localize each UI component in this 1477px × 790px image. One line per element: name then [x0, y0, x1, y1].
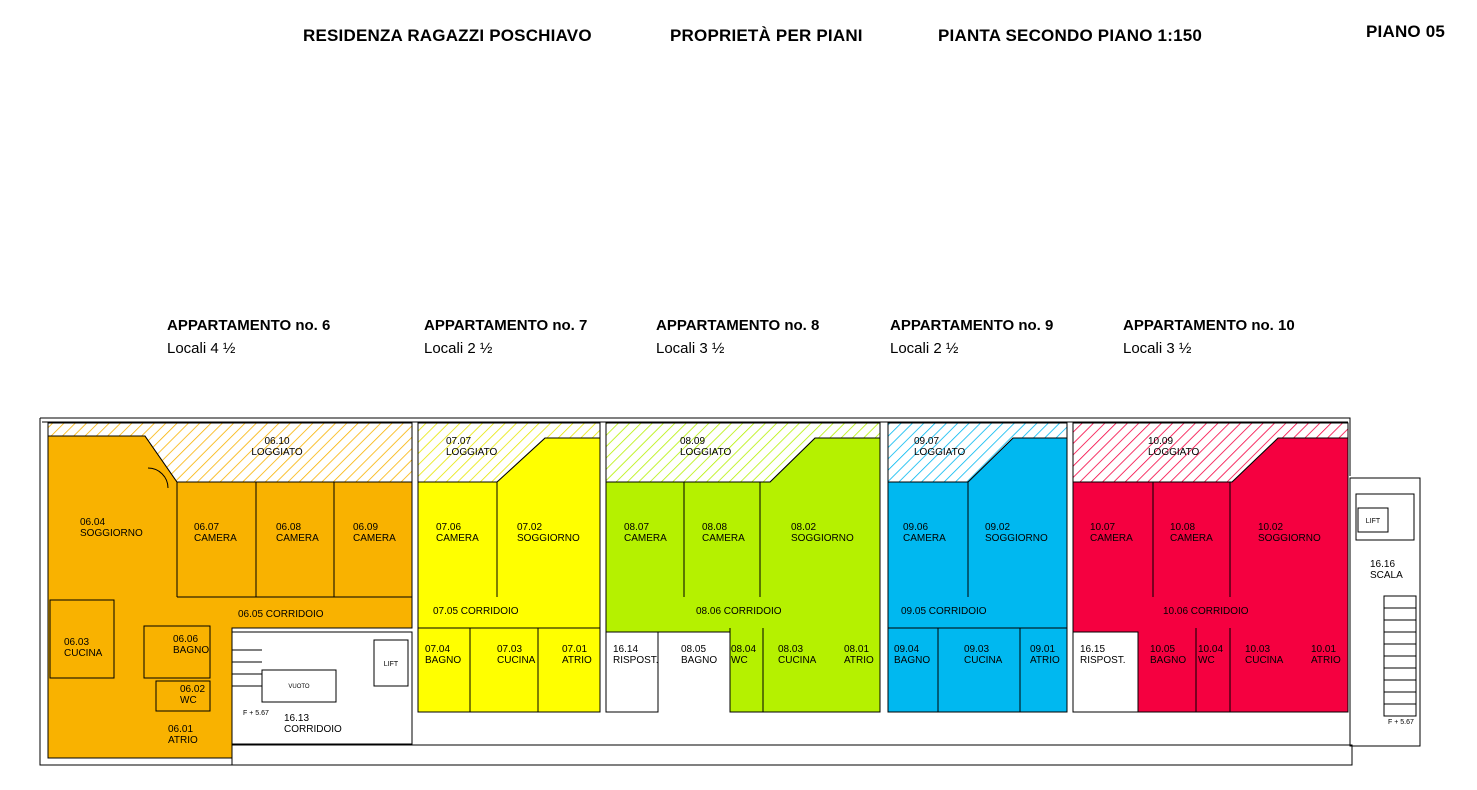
- room-label-line: CAMERA: [276, 533, 319, 544]
- room-label-06-05: [238, 609, 324, 620]
- room-label-line: 09.04: [894, 644, 920, 655]
- stair-core: [1356, 494, 1416, 716]
- room-label-line: 06.08: [276, 522, 302, 533]
- room-label-08-05: [681, 644, 717, 666]
- room-label-line: 09.02: [985, 522, 1011, 533]
- project-title: RESIDENZA RAGAZZI POSCHIAVO: [303, 26, 592, 45]
- room-label-line: 07.07: [446, 436, 472, 447]
- apartment-7-area: [418, 423, 600, 712]
- room-label-line: LIFT: [383, 661, 399, 668]
- room-label-09-05: [901, 606, 987, 617]
- lift-label-left: [384, 661, 399, 668]
- room-label-line: VUOTO: [288, 684, 310, 690]
- room-label-16-16: [1370, 559, 1403, 581]
- room-label-07-05: [433, 606, 519, 617]
- room-label-line: 10.03: [1245, 644, 1271, 655]
- room-label-line: 16.16: [1370, 559, 1396, 570]
- room-label-line: SOGGIORNO: [1258, 533, 1321, 544]
- room-label-line: LOGGIATO: [446, 447, 498, 458]
- room-label-line: ATRIO: [168, 735, 198, 746]
- apartment-title: APPARTAMENTO no. 7: [424, 317, 588, 334]
- room-label-line: WC: [180, 695, 197, 706]
- room-label-line: 06.07: [194, 522, 220, 533]
- room-label-line: 10.09: [1148, 436, 1174, 447]
- room-label-line: 06.06: [173, 634, 199, 645]
- room-label-line: 06.01: [168, 724, 194, 735]
- level-label-left: [243, 710, 269, 717]
- room-label-line: 08.08: [702, 522, 728, 533]
- room-label-line: 10.01: [1311, 644, 1337, 655]
- apartment-8-area: [606, 423, 880, 712]
- room-label-line: SOGGIORNO: [517, 533, 580, 544]
- room-label-line: CAMERA: [436, 533, 479, 544]
- room-label-line: 16.14: [613, 644, 639, 655]
- room-label-line: 07.01: [562, 644, 588, 655]
- room-label-line: BAGNO: [173, 645, 210, 656]
- room-label-08-06: [696, 606, 782, 617]
- room-label-line: CAMERA: [903, 533, 946, 544]
- room-label-line: 09.05 CORRIDOIO: [901, 606, 987, 617]
- room-label-line: CUCINA: [497, 655, 536, 666]
- room-label-line: LOGGIATO: [1148, 447, 1200, 458]
- room-label-line: 10.02: [1258, 522, 1284, 533]
- room-label-line: 06.03: [64, 637, 90, 648]
- room-label-line: 10.06 CORRIDOIO: [1163, 606, 1249, 617]
- room-label-line: 08.07: [624, 522, 650, 533]
- room-label-line: BAGNO: [425, 655, 462, 666]
- room-label-line: LIFT: [1365, 518, 1381, 525]
- room-label-line: CORRIDOIO: [284, 724, 342, 735]
- room-label-line: LOGGIATO: [914, 447, 966, 458]
- room-label-line: 07.03: [497, 644, 523, 655]
- room-label-line: SCALA: [1370, 570, 1403, 581]
- room-label-line: 06.10: [264, 436, 290, 447]
- room-label-line: ATRIO: [1311, 655, 1341, 666]
- room-label-line: CAMERA: [1090, 533, 1133, 544]
- room-label-line: CUCINA: [64, 648, 103, 659]
- room-label-line: CUCINA: [778, 655, 817, 666]
- room-label-line: 08.06 CORRIDOIO: [696, 606, 782, 617]
- room-label-line: BAGNO: [681, 655, 718, 666]
- room-label-10-06: [1163, 606, 1249, 617]
- room-label-line: 06.05 CORRIDOIO: [238, 609, 324, 620]
- room-label-line: F + 5.67: [1388, 719, 1414, 726]
- room-label-line: 06.02: [180, 684, 206, 695]
- lift-label-right: [1366, 518, 1381, 525]
- room-label-line: 10.05: [1150, 644, 1176, 655]
- apartment-9-area: [888, 423, 1067, 712]
- room-label-line: ATRIO: [562, 655, 592, 666]
- room-label-line: WC: [731, 655, 748, 666]
- room-label-line: RISPOST.: [613, 655, 659, 666]
- room-label-line: ATRIO: [844, 655, 874, 666]
- void-label: [288, 684, 310, 690]
- room-label-line: CUCINA: [964, 655, 1003, 666]
- level-label-right: [1388, 719, 1414, 726]
- room-label-line: 07.05 CORRIDOIO: [433, 606, 519, 617]
- room-label-line: 16.15: [1080, 644, 1106, 655]
- room-label-line: LOGGIATO: [251, 447, 303, 458]
- room-label-line: 06.09: [353, 522, 379, 533]
- plan-title: PIANTA SECONDO PIANO 1:150: [938, 26, 1203, 45]
- room-label-line: 08.09: [680, 436, 706, 447]
- room-label-line: SOGGIORNO: [80, 528, 143, 539]
- room-label-line: ATRIO: [1030, 655, 1060, 666]
- apartment-rooms: Locali 3 ½: [656, 340, 725, 357]
- room-label-line: 09.01: [1030, 644, 1056, 655]
- apartment-rooms: Locali 2 ½: [890, 340, 959, 357]
- apartment-rooms: Locali 3 ½: [1123, 340, 1192, 357]
- room-label-line: LOGGIATO: [680, 447, 732, 458]
- room-label-line: 08.01: [844, 644, 870, 655]
- room-label-line: 10.04: [1198, 644, 1224, 655]
- apartment-title: APPARTAMENTO no. 10: [1123, 317, 1295, 334]
- apartment-10-area: [1073, 423, 1348, 712]
- room-label-line: F + 5.67: [243, 710, 269, 717]
- room-label-line: 10.07: [1090, 522, 1116, 533]
- room-label-line: 08.05: [681, 644, 707, 655]
- sheet-label: PIANO 05: [1366, 22, 1446, 41]
- room-label-line: 07.02: [517, 522, 543, 533]
- room-label-line: SOGGIORNO: [985, 533, 1048, 544]
- room-label-line: WC: [1198, 655, 1215, 666]
- apartment-title: APPARTAMENTO no. 9: [890, 317, 1054, 334]
- room-label-line: 08.04: [731, 644, 757, 655]
- room-label-line: 08.03: [778, 644, 804, 655]
- room-label-line: 10.08: [1170, 522, 1196, 533]
- apartment-rooms: Locali 4 ½: [167, 340, 236, 357]
- room-label-line: 06.04: [80, 517, 106, 528]
- room-label-line: 07.04: [425, 644, 451, 655]
- room-label-line: 16.13: [284, 713, 310, 724]
- room-label-line: CAMERA: [353, 533, 396, 544]
- room-label-line: CAMERA: [702, 533, 745, 544]
- apartment-rooms: Locali 2 ½: [424, 340, 493, 357]
- subject-title: PROPRIETÀ PER PIANI: [670, 26, 863, 45]
- room-label-line: CUCINA: [1245, 655, 1284, 666]
- room-label-line: RISPOST.: [1080, 655, 1126, 666]
- room-label-line: 07.06: [436, 522, 462, 533]
- room-label-line: BAGNO: [1150, 655, 1187, 666]
- apartment-title: APPARTAMENTO no. 8: [656, 317, 820, 334]
- room-label-line: CAMERA: [624, 533, 667, 544]
- room-label-line: 09.06: [903, 522, 929, 533]
- room-label-line: 09.07: [914, 436, 940, 447]
- room-label-line: 09.03: [964, 644, 990, 655]
- room-label-line: CAMERA: [1170, 533, 1213, 544]
- room-label-line: 08.02: [791, 522, 817, 533]
- apartment-title: APPARTAMENTO no. 6: [167, 317, 331, 334]
- room-label-line: BAGNO: [894, 655, 931, 666]
- room-label-line: CAMERA: [194, 533, 237, 544]
- room-label-line: SOGGIORNO: [791, 533, 854, 544]
